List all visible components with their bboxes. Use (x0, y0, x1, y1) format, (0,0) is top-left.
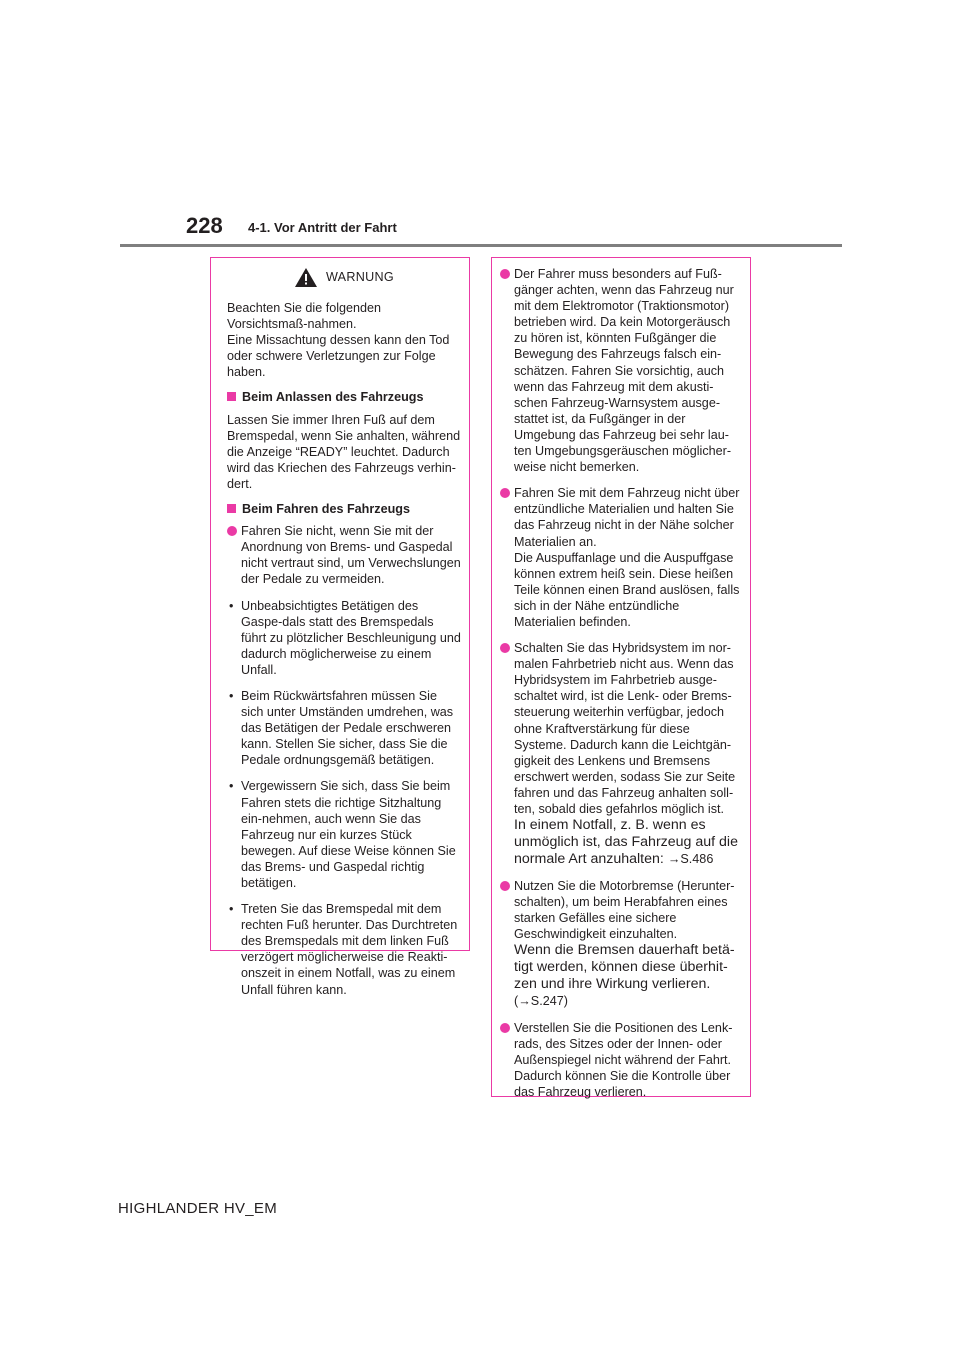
warning-triangle-icon (294, 267, 318, 288)
list-item (500, 485, 742, 630)
list-item (500, 640, 742, 868)
header-rule (120, 244, 842, 247)
page-reference-link[interactable] (668, 852, 714, 866)
list-item (500, 1020, 742, 1100)
bullet-mark: • (229, 598, 234, 613)
page-reference-text: S.486 (680, 852, 714, 867)
list-item (500, 878, 742, 1009)
subheading-text: Beim Fahren des Fahrzeugs (242, 502, 410, 517)
warning-intro (227, 300, 461, 380)
list-item-text: Vergewissern Sie sich, dass Sie beim Fahren stets die richtige Sitzhaltung ein-nehmen, auch wenn Sie das Fahrzeug nur ein kurzes Stück bewegen. Auf diese Weise können Sie das Brems- und Gaspedal richtig betätigen. (241, 779, 456, 890)
list-item-text: Die Auspuffanlage und die Auspuffgase können extrem heiß sein. Diese heißen Teile können einen Brand auslösen, falls sich in der Nähe entzündliche Materialien befinden. (514, 550, 740, 629)
list-item (500, 266, 742, 475)
circle-bullet-icon (227, 526, 237, 536)
warning-label: WARNUNG (325, 269, 395, 284)
circle-bullet-icon (500, 488, 510, 498)
circle-bullet-icon (500, 643, 510, 653)
emphasis-line: In einem Notfall, z. B. wenn es unmöglich ist, das Fahrzeug auf die normale Art anzuhalten: (514, 817, 738, 868)
list-item-text: Nutzen Sie die Motorbremse (Herunter-schalten), um beim Herabfahren eines starken Gefälles eine sichere Geschwindigkeit einzuhalten. (514, 879, 735, 942)
square-bullet-icon (227, 392, 236, 401)
page-reference-text: S.247 (530, 994, 564, 1009)
list-item (227, 688, 461, 768)
subheading-text: Beim Anlassen des Fahrzeugs (242, 390, 424, 405)
list-item-text: Beim Rückwärtsfahren müssen Sie sich unter Umständen umdrehen, was das Betätigen der Pedale erschweren kann. Stellen Sie sicher, dass Sie die Pedale ordnungsgemäß betätigen. (241, 688, 454, 768)
footer-model: HIGHLANDER HV_EM (118, 1200, 277, 1217)
list-item-text: Fahren Sie mit dem Fahrzeug nicht über entzündliche Materialien und halten Sie das Fahrzeug nicht in der Nähe solcher Materialien an. (514, 486, 740, 549)
circle-bullet-icon (500, 1023, 510, 1033)
warning-intro-line: Eine Missachtung dessen kann den Tod oder schwere Verletzungen zur Folge haben. (227, 333, 450, 380)
list-item-text: Verstellen Sie die Positionen des Lenk-rads, des Sitzes oder der Innen- oder Außenspiegel nicht während der Fahrt. Dadurch können Sie die Kontrolle über das Fahrzeug verlieren. (514, 1020, 733, 1099)
list-item (227, 778, 461, 891)
emphasis-text (514, 817, 742, 868)
warning-intro-line: Beachten Sie die folgenden Vorsichtsmaß-nahmen. (227, 301, 382, 332)
subheading-start (227, 389, 461, 405)
bullet-mark: • (229, 902, 234, 917)
page-reference-link[interactable]: (→S.247) (514, 994, 568, 1009)
arrow-right-icon: → (518, 994, 531, 1009)
list-item-text: Unbeabsichtigtes Betätigen des Gaspe-dals statt des Bremspedals führt zu plötzlicher Beschleunigung und dadurch möglicherweise zu einem Unfall. (241, 598, 461, 677)
circle-bullet-icon (500, 269, 510, 279)
square-bullet-icon (227, 504, 236, 513)
warning-box (210, 257, 470, 997)
section-title: 4-1. Vor Antritt der Fahrt (248, 220, 397, 235)
list-item (227, 598, 461, 678)
circle-bullet-icon (500, 881, 510, 891)
warning-box-continued (491, 257, 751, 1097)
bullet-mark: • (229, 779, 234, 794)
list-item-text: Treten Sie das Bremspedal mit dem rechten Fuß herunter. Das Durchtreten des Bremspedals mit dem linken Fuß verzögert möglicherweise die Reakti-onszeit in einem Notfall, was zu einem Unfall führen kann. (241, 902, 458, 997)
paragraph: Lassen Sie immer Ihren Fuß auf dem Bremspedal, wenn Sie anhalten, während die Anzeige “READY” leuchtet. Dadurch wird das Kriechen des Fahrzeugs verhin-dert. (227, 412, 461, 491)
list-item (227, 901, 461, 998)
list-item-text: Fahren Sie nicht, wenn Sie mit der Anordnung von Brems- und Gaspedal nicht vertraut sind, um Verwechslungen der Pedale zu vermeiden. (241, 524, 461, 587)
list-item-text: Schalten Sie das Hybridsystem im nor-malen Fahrbetrieb nicht aus. Wenn das Hybridsystem im Fahrbetrieb ausge-schaltet wird, ist die Lenk- oder Brems-steuerung weiterhin verfügbar, jedoch ohne Kraftverstärkung für diese Systeme. Dadurch kann die Leichtgän-gigkeit des Lenkens und Bremsens erschwert werden, sodass Sie zur Seite fahren und das Fahrzeug anhalten soll-ten, sobald dies gefahrlos möglich ist. (514, 641, 736, 816)
warning-header (227, 264, 461, 290)
list-item (227, 523, 461, 587)
emphasis-line: Wenn die Bremsen dauerhaft betä-tigt werden, können diese überhit-zen und ihre Wirkung verlieren. (514, 942, 735, 993)
list-item-text: Der Fahrer muss besonders auf Fuß-gänger achten, wenn das Fahrzeug nur mit dem Elektromotor (Traktionsmotor) betrieben wird. Da kein Motorgeräusch zu hören ist, könnten Fußgänger die Bewegung des Fahrzeugs falsch ein-schätzen. Fahren Sie vorsichtig, auch wenn das Fahrzeug mit dem akusti-schen Fahrzeug-Warnsystem ausge-stattet ist, da Fußgänger in der Umgebung das Fahrzeug bei sehr lau-ten Umgebungsgeräuschen möglicher-weise nicht bemerken. (514, 267, 734, 475)
arrow-right-icon: → (667, 852, 681, 867)
page-number: 228 (186, 213, 223, 238)
subheading-driving (227, 501, 461, 517)
bullet-mark: • (229, 688, 234, 703)
